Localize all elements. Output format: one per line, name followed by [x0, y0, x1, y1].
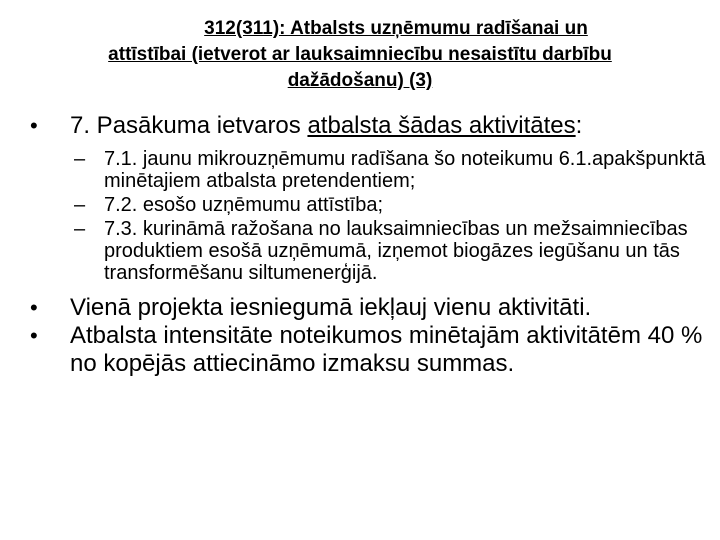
bullet-marker: • — [30, 113, 38, 138]
sub-item — [74, 148, 706, 192]
sub-list — [74, 148, 706, 284]
bullet-item — [26, 322, 706, 378]
sub-text: 7.3. kurināmā ražošana no lauksaimniecības un mežsaimniecības produktiem esošā uzņēmumā, izņemot biogāzes iegūšanu un tās transformēšanu siltumenerģijā. — [104, 218, 688, 284]
bullet-text: Vienā projekta iesniegumā iekļauj vienu aktivitāti. — [70, 294, 592, 321]
title-line-2: attīstībai (ietverot ar lauksaimniecību nesaistītu darbību — [108, 44, 612, 65]
bullet-marker: • — [30, 295, 38, 320]
title-line-3: dažādošanu) (3) — [287, 70, 433, 91]
sub-item — [74, 194, 706, 216]
bullet-text-after: : — [575, 112, 583, 139]
bullet-item — [26, 112, 706, 140]
bullet-text — [70, 112, 706, 140]
bullet-text: Atbalsta intensitāte noteikumos minētajām aktivitātēm 40 % no kopējās attiecināmo izmaksu summas. — [70, 322, 703, 377]
bullet-text-before: 7. Pasākuma ietvaros — [70, 112, 308, 139]
sub-marker: – — [74, 194, 86, 216]
sub-item — [74, 218, 706, 284]
slide-title — [40, 16, 680, 94]
bullet-item — [26, 294, 706, 322]
bullet-text-underlined: atbalsta šādas aktivitātes — [307, 112, 576, 139]
slide-body — [26, 112, 706, 378]
sub-marker: – — [74, 148, 86, 170]
bullet-marker: • — [30, 323, 38, 348]
title-line-1: 312(311): Atbalsts uzņēmumu radīšanai un — [204, 18, 588, 39]
sub-text: 7.1. jaunu mikrouzņēmumu radīšana šo noteikumu 6.1.apakšpunktā minētajiem atbalsta pretendentiem; — [104, 148, 706, 192]
sub-text: 7.2. esošo uzņēmumu attīstība; — [104, 194, 384, 216]
sub-marker: – — [74, 218, 86, 240]
